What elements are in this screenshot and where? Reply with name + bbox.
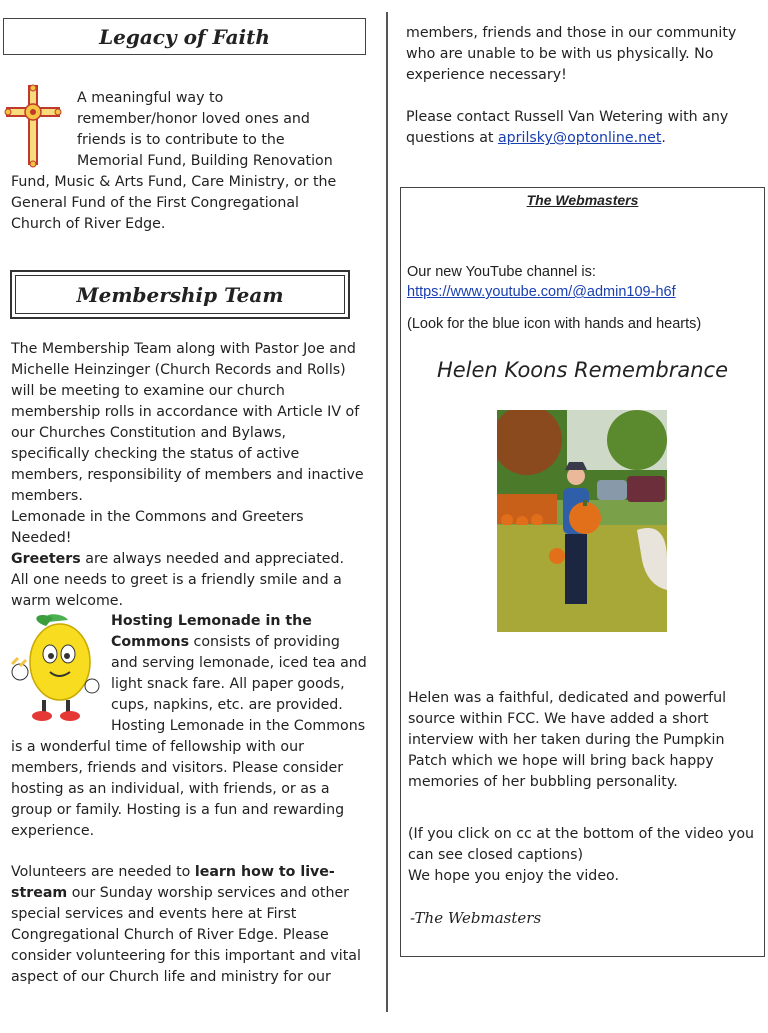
youtube-link-wrap <box>407 281 757 303</box>
hosting-intro <box>111 611 371 737</box>
youtube-label: Our new YouTube channel is: <box>407 264 596 280</box>
email-link[interactable]: aprilsky@optonline.net <box>497 130 662 146</box>
webmasters-heading: The Webmasters <box>526 192 639 208</box>
text-line: A meaningful way to <box>77 90 224 106</box>
membership-title: Membership Team <box>76 282 284 307</box>
volunteers-para <box>11 862 361 988</box>
helen-para: Helen was a faithful, dedicated and powerful source within FCC. We have added a short interview with her taken during the Pumpkin Patch which we hope will bring back happy memories of her bubbling personality. <box>408 690 727 790</box>
legacy-intro <box>77 88 367 172</box>
text-line: Hosting Lemonade in the Commons <box>111 718 366 734</box>
hosting-bold-2: Commons <box>111 634 190 650</box>
text-line: General Fund of the First Congregational <box>11 195 299 211</box>
hosting-body: is a wonderful time of fellowship with our members, friends and visitors. Please consider hosting as an individual, with friends, or as a group or family. Hosting is a fun and rewarding experience. <box>11 739 345 839</box>
youtube-note: (Look for the blue icon with hands and hearts) <box>407 316 702 332</box>
contact-post: . <box>661 130 666 146</box>
text-line: remember/honor loved ones and <box>77 111 310 127</box>
lemon-mascot-icon <box>8 612 100 724</box>
legacy-body <box>11 172 371 235</box>
greeters-rest: are always needed and appreciated. All one needs to greet is a friendly smile and a warm welcome. <box>11 551 345 609</box>
membership-title-box <box>10 270 350 319</box>
enjoy-text: We hope you enjoy the video. <box>408 868 619 884</box>
volunteers-pre: Volunteers are needed to <box>11 864 195 880</box>
helen-title: Helen Koons Remembrance <box>436 358 729 382</box>
right-continuation: members, friends and those in our community who are unable to be with us physically. No experience necessary! <box>406 25 737 83</box>
webmasters-signature: -The Webmasters <box>410 909 542 927</box>
text-line: cups, napkins, etc. are provided. <box>111 697 343 713</box>
greeters-heading: Lemonade in the Commons and Greeters Needed! <box>11 509 304 546</box>
greeters-text <box>11 549 366 612</box>
youtube-link[interactable]: https://www.youtube.com/@admin109-h6f <box>407 284 676 300</box>
cc-para: (If you click on cc at the bottom of the video you can see closed captions) <box>408 826 754 863</box>
legacy-title-box <box>3 18 366 55</box>
helen-photo <box>497 410 667 632</box>
text-line: Church of River Edge. <box>11 216 166 232</box>
membership-para2 <box>11 507 366 612</box>
column-divider <box>386 12 388 1012</box>
volunteers-rest: our Sunday worship services and other special services and events here at First Congregational Church of River Edge. Please consider volunteering for this important and vital aspect of our Church life and ministry for our <box>11 885 361 985</box>
text-line: and serving lemonade, iced tea and <box>111 655 367 671</box>
membership-title-inner <box>15 275 345 314</box>
contact-para <box>406 107 746 149</box>
contact-pre: Please contact Russell Van Wetering with any questions at <box>406 109 729 146</box>
text-line: light snack fare. All paper goods, <box>111 676 345 692</box>
hosting-rest: consists of providing <box>189 634 340 650</box>
text-line: Fund, Music & Arts Fund, Care Ministry, or the <box>11 174 337 190</box>
volunteers-bold: learn how to live-stream <box>11 864 335 901</box>
greeters-bold: Greeters <box>11 551 81 567</box>
legacy-title: Legacy of Faith <box>99 24 270 49</box>
text-line: friends is to contribute to the <box>77 132 285 148</box>
hosting-bold-1: Hosting Lemonade in the <box>111 613 312 629</box>
text-line: Memorial Fund, Building Renovation <box>77 153 333 169</box>
cross-icon <box>4 84 62 168</box>
membership-para1: The Membership Team along with Pastor Joe and Michelle Heinzinger (Church Records and Rolls) will be meeting to examine our church membership rolls in accordance with Article IV of our Churches Constitution and Bylaws, specifically checking the status of active members, responsibility of members and inactive members. <box>11 341 364 504</box>
